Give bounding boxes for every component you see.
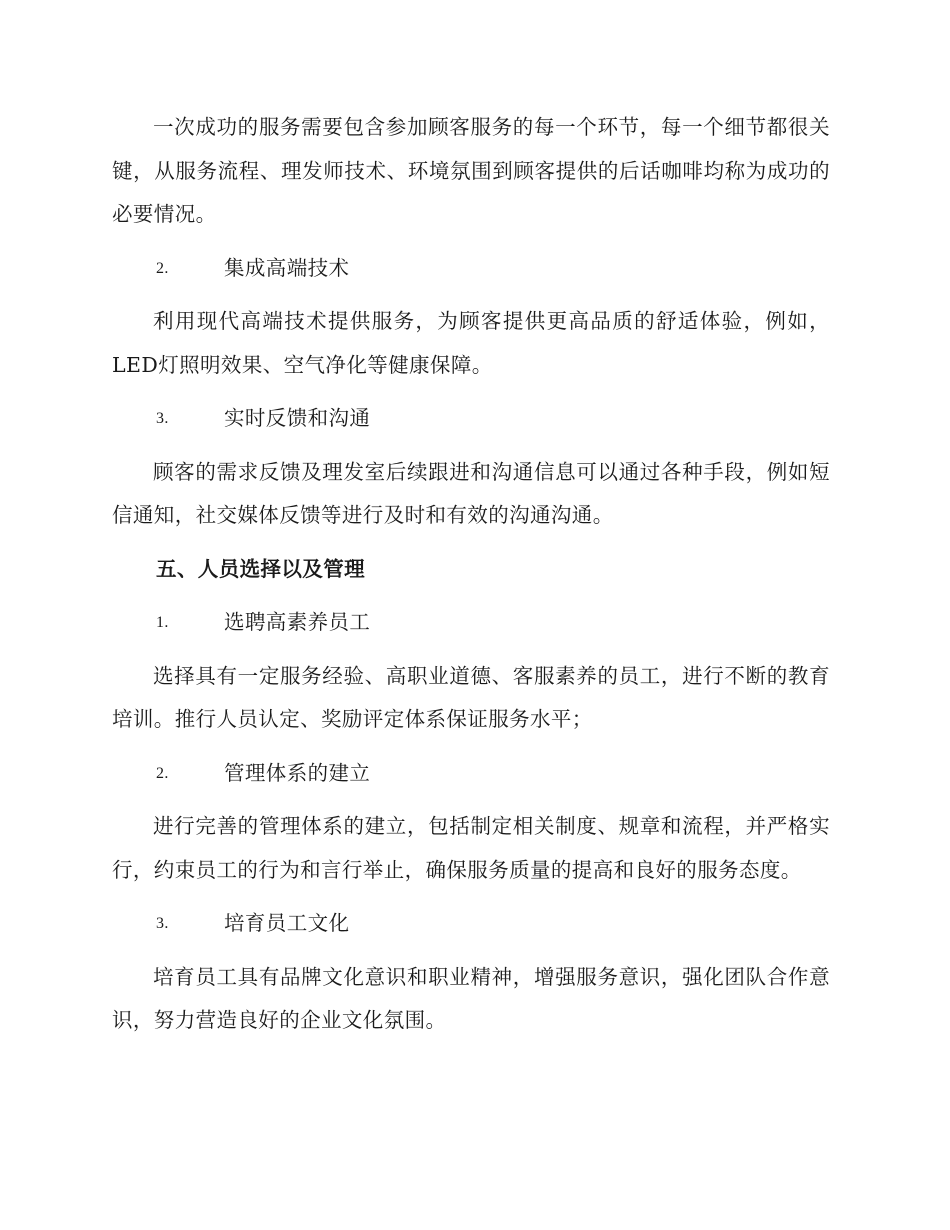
paragraph-service-success: 一次成功的服务需要包含参加顾客服务的每一个环节，每一个细节都很关键，从服务流程、理发师技术、环境氛围到顾客提供的后话咖啡均称为成功的必要情况。 xyxy=(112,115,830,226)
paragraph-high-tech: 利用现代高端技术提供服务，为顾客提供更高品质的舒适体验，例如，LED灯照明效果、空气净化等健康保障。 xyxy=(112,309,830,377)
list-item-feedback xyxy=(112,397,830,441)
list-number: 2. xyxy=(156,764,169,782)
list-item-label: 集成高端技术 xyxy=(224,255,350,280)
document-page xyxy=(112,106,830,1053)
section-heading-staff: 五、人员选择以及管理 xyxy=(156,556,365,581)
paragraph-feedback: 顾客的需求反馈及理发室后续跟进和沟通信息可以通过各种手段，例如短信通知，社交媒体反馈等进行及时和有效的沟通沟通。 xyxy=(112,459,830,527)
list-item-management xyxy=(112,752,830,796)
list-item-label: 培育员工文化 xyxy=(224,911,350,935)
list-item-label: 实时反馈和沟通 xyxy=(224,406,371,430)
list-item-hiring xyxy=(112,601,830,645)
paragraph-management: 进行完善的管理体系的建立，包括制定相关制度、规章和流程，并严格实行，约束员工的行为和言行举止，确保服务质量的提高和良好的服务态度。 xyxy=(112,814,830,882)
paragraph-culture: 培育员工具有品牌文化意识和职业精神，增强服务意识，强化团队合作意识，努力营造良好的企业文化氛围。 xyxy=(112,964,830,1032)
list-item-label: 选聘高素养员工 xyxy=(224,610,371,634)
list-number: 3. xyxy=(156,410,169,427)
list-item-culture xyxy=(112,902,830,946)
list-item-high-tech xyxy=(112,247,830,291)
list-number: 1. xyxy=(156,614,169,631)
list-number: 2. xyxy=(156,259,169,277)
paragraph-hiring: 选择具有一定服务经验、高职业道德、客服素养的员工，进行不断的教育培训。推行人员认定、奖励评定体系保证服务水平； xyxy=(112,663,830,731)
list-number: 3. xyxy=(156,915,169,932)
list-item-label: 管理体系的建立 xyxy=(224,760,371,785)
